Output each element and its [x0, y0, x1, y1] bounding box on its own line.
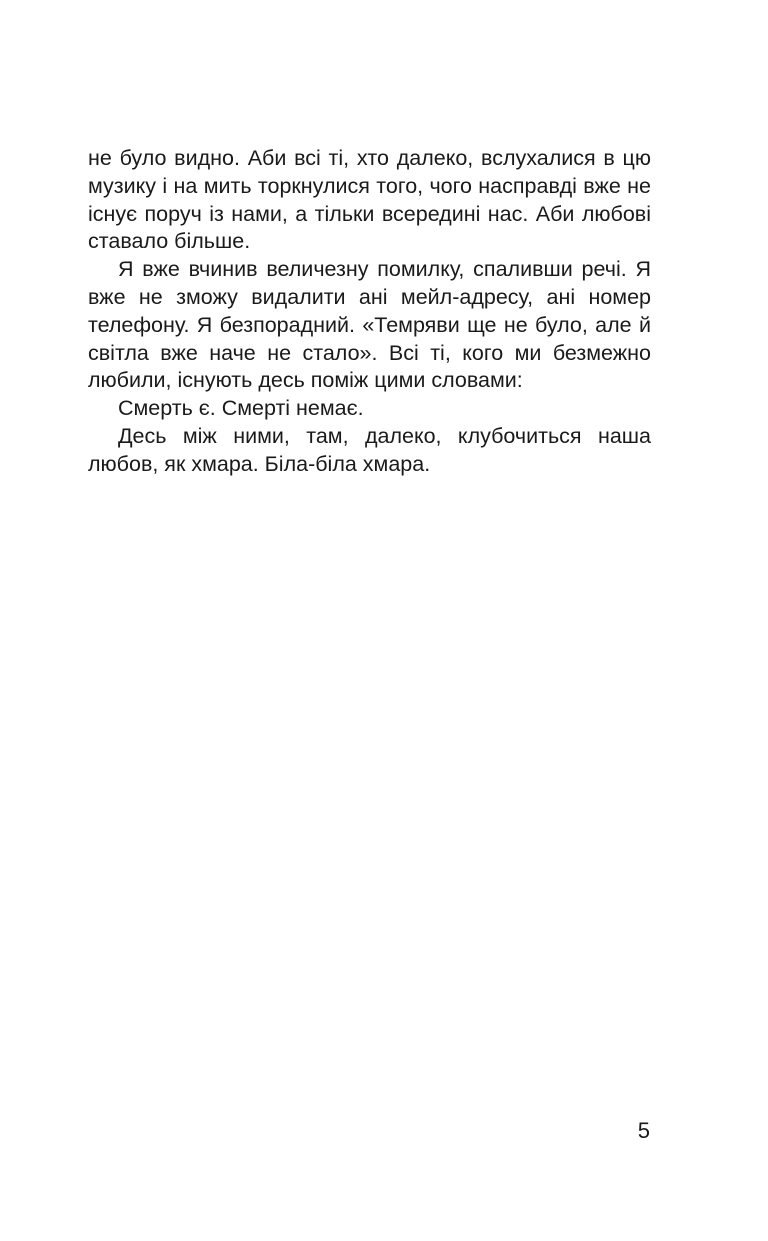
paragraph-4: Десь між ними, там, далеко, клубочиться наша любов, як хмара. Біла-біла хмара.: [88, 423, 651, 476]
paragraph-3: Смерть є. Смерті немає.: [118, 396, 364, 421]
paragraph-2: Я вже вчинив величезну помилку, спаливши речі. Я вже не зможу видалити ані мейл-адресу, ані номер телефону. Я безпорадний. «Темряви ще не було, але й світла вже наче не стало». Всі ті, кого ми безмежно любили, існують десь поміж цими словами:: [88, 257, 651, 393]
page-number: 5: [637, 1118, 650, 1143]
body-text: [88, 145, 651, 479]
paragraph-1: не було видно. Аби всі ті, хто далеко, вслухалися в цю музику і на мить торкнулися того, чого насправді вже не існує поруч із нами, а тільки всередині нас. Аби любові ставало більше.: [88, 146, 651, 254]
